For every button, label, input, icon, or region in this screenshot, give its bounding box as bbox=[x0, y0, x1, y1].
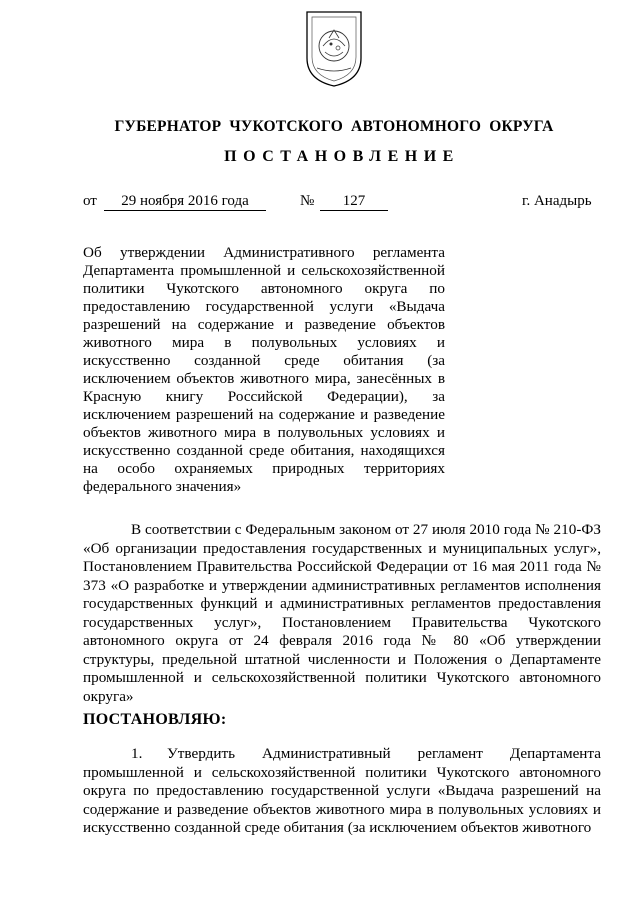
preamble-paragraph: В соответствии с Федеральным законом от 27 июля 2010 года № 210-ФЗ «Об организации предоставления государственных и муниципальных услуг», Постановлением Правительства Российской Федерации от 16 мая 2011 года № 373 «О разработке и утверждении административных регламентов исполнения государственных функций и административных регламентов предоставления государственных услуг», Постановлением Правительства Чукотского автономного округа от 24 февраля 2016 года № 80 «Об утверждении структуры, предельной штатной численности и Положения о Департаменте промышленной и сельскохозяйственной политики Чукотского автономного округа» bbox=[83, 521, 601, 705]
number-label: № bbox=[300, 193, 315, 209]
date-field bbox=[104, 192, 266, 211]
number-field bbox=[320, 192, 388, 211]
document-date: 29 ноября 2016 года bbox=[104, 192, 266, 211]
clause-1-text: Утвердить Административный регламент Департамента промышленной и сельскохозяйственной политики Чукотского автономного округа по предоставлению государственной услуги «Выдача разрешений на содержание и разведение объектов животного мира в полувольных условиях и искусственно созданной среде обитания (за исключением объектов животного bbox=[83, 745, 601, 836]
date-label: от bbox=[83, 193, 97, 209]
chukotka-coat-of-arms-emblem bbox=[303, 8, 365, 90]
city: г. Анадырь bbox=[522, 193, 592, 209]
clause-1 bbox=[83, 745, 601, 845]
document-type-heading: ПОСТАНОВЛЕНИЕ bbox=[224, 148, 460, 165]
resolve-heading: ПОСТАНОВЛЯЮ: bbox=[83, 711, 227, 728]
clause-1-number: 1. bbox=[131, 745, 143, 762]
document-title: Об утверждении Административного регламента Департамента промышленной и сельскохозяйственной политики Чукотского автономного округа по предоставлению государственной услуги «Выдача разрешений на содержание и разведение объектов животного мира в полувольных условиях и искусственно созданной среде обитания (за исключением объектов животного мира, занесённых в Красную книгу Российской Федерации), за исключением разрешений на содержание и разведение объектов животного мира в полувольных условиях и искусственно созданной среде обитания, находящихся на особо охраняемых природных территориях федерального значения» bbox=[83, 244, 445, 495]
document-number: 127 bbox=[320, 192, 388, 211]
issuer-heading: ГУБЕРНАТОР ЧУКОТСКОГО АВТОНОМНОГО ОКРУГА bbox=[114, 118, 554, 135]
